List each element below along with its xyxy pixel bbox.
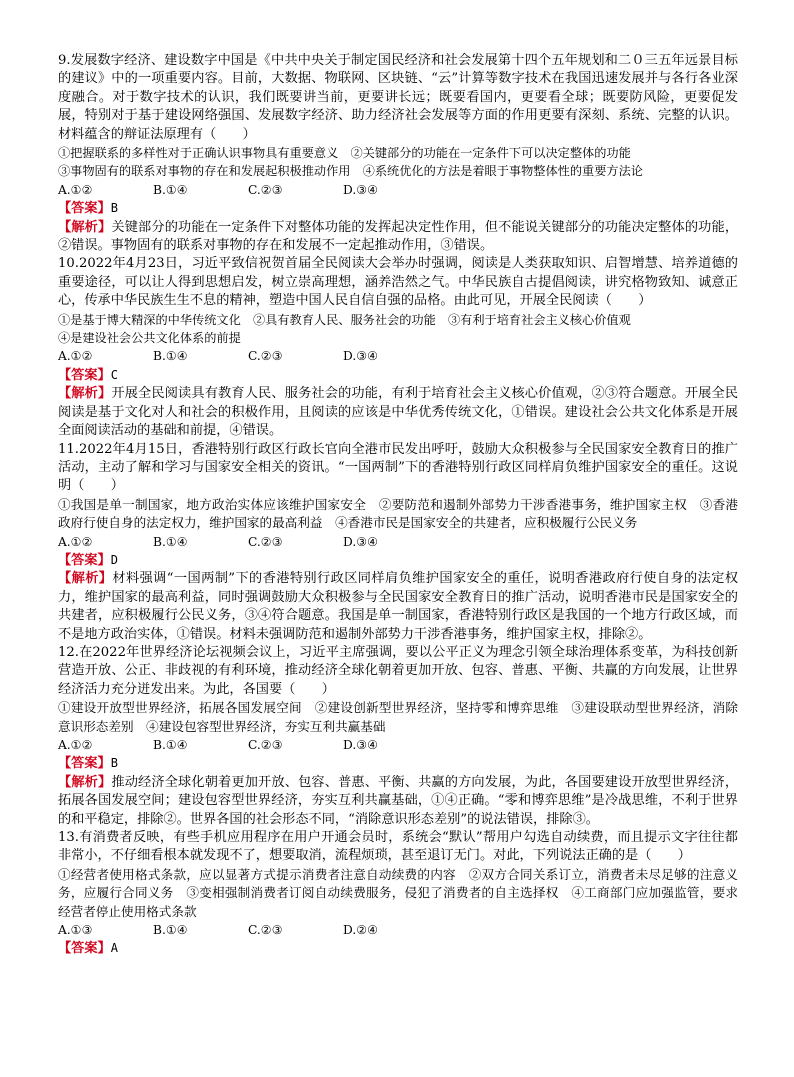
choice-row bbox=[58, 347, 738, 365]
question-stem: 9.发展数字经济、建设数字中国是《中共中央关于制定国民经济和社会发展第十四个五年规划和二０三五年远景目标的建议》中的一项重要内容。目前，大数据、物联网、区块链、“云”计算等数字技术在我国迅速发展并与各行各业深度融合。对于数字技术的认识，我们既要讲当前，更要讲长远；既要看国内，更要看全球；既要防风险，更要促发展，特别对于基于建设网络强国、发展数字经济、助力经济社会发展等方面的作用更要有深刻、系统、完整的认识。材料蕴含的辩证法原理有（ ） bbox=[58, 53, 738, 142]
answer-value: A bbox=[110, 941, 118, 956]
analysis-label: 【解析】 bbox=[58, 774, 112, 790]
option-block: ①我国是单一制国家，地方政治实体应该维护国家安全 ②要防范和遏制外部势力干涉香港事务，维护国家主权 ③香港政府行使自身的法定权力，维护国家的最高利益 ④香港市民是国家安全的共建者，应积极履行公民义务 bbox=[58, 496, 738, 531]
choice-b: B.①④ bbox=[153, 349, 188, 364]
answer-label: 【答案】 bbox=[58, 201, 111, 217]
question-stem: 12.在2022年世界经济论坛视频会议上，习近平主席强调，要以公平正义为理念引领全球治理体系变革，为科技创新营造开放、公正、非歧视的有利环境，推动经济全球化朝着更加开放、包容、普惠、平衡、共赢的方向发展，让世界经济活力充分迸发出来。为此，各国要（ ） bbox=[58, 644, 738, 697]
option-block: ①建设开放型世界经济，拓展各国发展空间 ②建设创新型世界经济，坚持零和博弈思维 ③建设联动型世界经济，消除意识形态差别 ④建设包容型世界经济，夯实互利共赢基础 bbox=[58, 700, 738, 734]
choice-row bbox=[58, 921, 738, 939]
question-10 bbox=[58, 255, 738, 440]
answer-value: D bbox=[110, 552, 118, 567]
answer-line bbox=[58, 366, 738, 385]
answer-value: B bbox=[110, 201, 118, 216]
choice-b: B.①④ bbox=[153, 534, 188, 549]
analysis-line bbox=[58, 570, 738, 644]
choice-d: D.②④ bbox=[343, 923, 379, 938]
choice-a: A.①② bbox=[58, 737, 93, 752]
option-line: ③事物固有的联系对事物的存在和发展起积极推动作用 ④系统优化的方法是着眼于事物整体性的重要方法论 bbox=[58, 164, 643, 179]
option-block: ①经营者使用格式条款，应以显著方式提示消费者注意自动续费的内容 ②双方合同关系订立，消费者未尽足够的注意义务，应履行合同义务 ③变相强制消费者订阅自动续费服务，侵犯了消费者的自主选择权 ④工商部门应加强监管，要求经营者停止使用格式条款 bbox=[58, 866, 738, 919]
answer-line bbox=[58, 939, 738, 958]
choice-d: D.③④ bbox=[343, 349, 379, 364]
analysis-label: 【解析】 bbox=[58, 219, 112, 235]
choice-row bbox=[58, 736, 738, 754]
analysis-label: 【解析】 bbox=[58, 386, 112, 402]
analysis-line bbox=[58, 219, 738, 256]
option-line: ①是基于博大精深的中华传统文化 ②具有教育人民、服务社会的功能 ③有利于培育社会主义核心价值观 bbox=[58, 312, 631, 327]
choice-c: C.②③ bbox=[248, 737, 283, 752]
answer-line bbox=[58, 754, 738, 773]
choice-row bbox=[58, 533, 738, 551]
choice-a: A.①② bbox=[58, 349, 93, 364]
question-12 bbox=[58, 644, 738, 829]
question-stem: 11.2022年4月15日，香港特别行政区行政长官向全港市民发出呼吁，鼓励大众积极参与全民国家安全教育日的推广活动，主动了解和学习与国家安全相关的资讯。“一国两制”下的香港特别行政区同样肩负维护国家安全的重任。这说明（ ） bbox=[58, 441, 738, 494]
exam-page bbox=[58, 52, 738, 959]
analysis-text: 关键部分的功能在一定条件下对整体功能的发挥起决定性作用，但不能说关键部分的功能决定整体的功能，②错误。事物固有的联系对事物的存在和发展不一定起推动作用，③错误。 bbox=[58, 219, 739, 254]
choice-b: B.①④ bbox=[153, 737, 188, 752]
analysis-text: 材料强调“一国两制”下的香港特别行政区同样肩负维护国家安全的重任，说明香港政府行使自身的法定权力，维护国家的最高利益，同时强调鼓励大众积极参与全民国家安全教育日的推广活动，说明香港市民是国家安全的共建者，应积极履行公民义务，③④符合题意。我国是单一制国家，香港特别行政区是我国的一个地方行政区域，而不是地方政治实体，①错误。材料未强调防范和遏制外部势力干涉香港事务，维护国家主权，排除②。 bbox=[58, 571, 739, 642]
choice-c: C.②③ bbox=[248, 923, 283, 938]
choice-c: C.②③ bbox=[248, 182, 283, 197]
question-stem: 13.有消费者反映，有些手机应用程序在用户开通会员时，系统会“默认”帮用户勾选自动续费，而且提示文字往往都非常小，不仔细看根本就发现不了，想要取消，流程烦琐，甚至退订无门。对此，下列说法正确的是（ ） bbox=[58, 830, 738, 864]
choice-a: A.①② bbox=[58, 534, 93, 549]
answer-label: 【答案】 bbox=[58, 941, 111, 957]
choice-c: C.②③ bbox=[248, 534, 283, 549]
choice-c: C.②③ bbox=[248, 349, 283, 364]
analysis-line bbox=[58, 385, 738, 440]
choice-d: D.③④ bbox=[343, 182, 379, 197]
analysis-line bbox=[58, 774, 738, 829]
option-line: ①把握联系的多样性对于正确认识事物具有重要意义 ②关键部分的功能在一定条件下可以决定整体的功能 bbox=[58, 146, 631, 161]
choice-b: B.①④ bbox=[153, 923, 188, 938]
choice-a: A.①② bbox=[58, 182, 93, 197]
choice-a: A.①③ bbox=[58, 923, 93, 938]
question-11 bbox=[58, 441, 738, 644]
analysis-text: 开展全民阅读具有教育人民、服务社会的功能，有利于培育社会主义核心价值观，②③符合题意。开展全民阅读是基于文化对人和社会的积极作用，且阅读的应该是中华优秀传统文化，①错误。建设社会公共文化体系是开展全面阅读活动的基础和前提，④错误。 bbox=[58, 386, 739, 439]
option-line: ④是建设社会公共文化体系的前提 bbox=[58, 331, 241, 346]
answer-line bbox=[58, 199, 738, 218]
choice-row bbox=[58, 181, 738, 199]
question-13 bbox=[58, 829, 738, 959]
question-9 bbox=[58, 52, 738, 255]
answer-value: C bbox=[110, 367, 118, 382]
answer-line bbox=[58, 551, 738, 570]
choice-d: D.③④ bbox=[343, 534, 379, 549]
answer-label: 【答案】 bbox=[58, 552, 111, 568]
analysis-text: 推动经济全球化朝着更加开放、包容、普惠、平衡、共赢的方向发展，为此，各国要建设开放型世界经济，拓展各国发展空间；建设包容型世界经济，夯实互利共赢基础，①④正确。“零和博弈思维”是冷战思维，不利于世界的和平稳定，排除②。世界各国的社会形态不同，“消除意识形态差别”的说法错误，排除③。 bbox=[58, 774, 739, 827]
analysis-label: 【解析】 bbox=[58, 571, 113, 587]
answer-value: B bbox=[110, 756, 118, 771]
choice-d: D.③④ bbox=[343, 737, 379, 752]
answer-label: 【答案】 bbox=[58, 367, 111, 383]
answer-label: 【答案】 bbox=[58, 756, 111, 772]
question-stem: 10.2022年4月23日，习近平致信祝贺首届全民阅读大会举办时强调，阅读是人类获取知识、启智增慧、培养道德的重要途径，可以让人得到思想启发，树立崇高理想，涵养浩然之气。中华民族自古提倡阅读，讲究格物致知、诚意正心，传承中华民族生生不息的精神，塑造中国人民自信自强的品格。由此可见，开展全民阅读（ ） bbox=[58, 256, 738, 309]
choice-b: B.①④ bbox=[153, 182, 188, 197]
